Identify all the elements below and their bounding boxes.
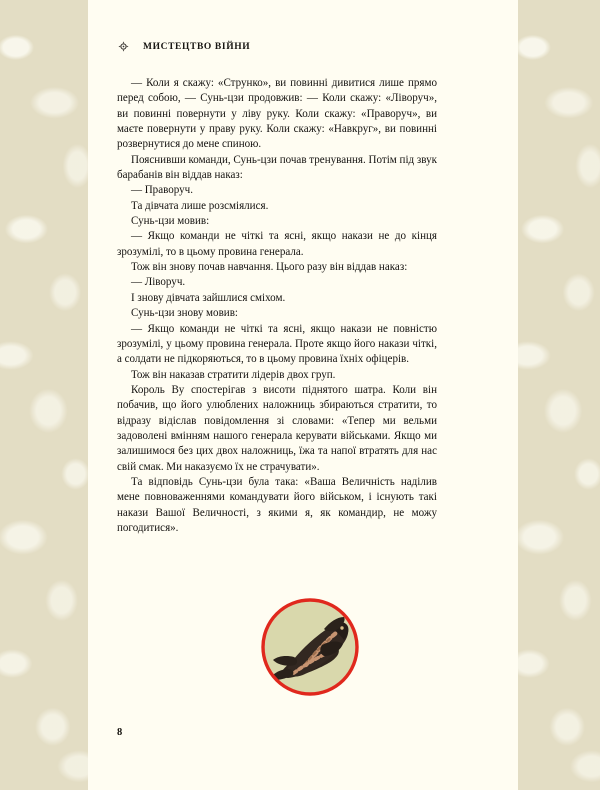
carp-fish-medallion bbox=[258, 595, 362, 699]
binding-strip-left bbox=[0, 0, 88, 790]
page-number: 8 bbox=[117, 727, 123, 738]
paragraph: Та відповідь Сунь-цзи була така: «Ваша Величність наділив мене повноваженнями командувати його військом, і існують такі накази Вашої Величності, з якими я, як командир, не можу погодитися». bbox=[117, 475, 437, 534]
paragraph: Пояснивши команди, Сунь-цзи почав тренування. Потім під звук барабанів він віддав наказ: bbox=[117, 153, 437, 182]
paragraph: — Ліворуч. bbox=[131, 276, 186, 289]
paragraph: — Коли я скажу: «Струнко», ви повинні дивитися лише прямо перед собою, — Сунь-цзи продовжив: — Коли скажу: «Ліворуч», ви повинні повернути у ліву руку. Коли скажу: «Праворуч», ви маєте повернути у праву руку. Коли скажу: «Навкруг», ви повинні розвернутися до мене спиною. bbox=[117, 77, 437, 151]
paragraph: — Якщо команди не чіткі та ясні, якщо накази не до кінця зрозумілі, то в цьому провина генерала. bbox=[117, 230, 437, 258]
running-head bbox=[118, 41, 250, 52]
printed-page bbox=[88, 0, 518, 790]
paragraph: І знову дівчата зайшлися сміхом. bbox=[131, 291, 286, 304]
binding-strip-right bbox=[518, 0, 600, 790]
paragraph: — Праворуч. bbox=[131, 184, 193, 197]
running-head-title: МИСТЕЦТВО ВІЙНИ bbox=[143, 41, 251, 52]
paragraph: Тож він наказав стратити лідерів двох груп. bbox=[131, 368, 336, 381]
paragraph: Сунь-цзи мовив: bbox=[131, 215, 210, 228]
circular-ornament-icon bbox=[118, 41, 129, 52]
paragraph: — Якщо команди не чіткі та ясні, якщо накази не повністю зрозумілі, у цьому провина генерала. Проте якщо його накази чіткі, а солдати не підкоряються, то в цьому провина їхніх офіцерів. bbox=[117, 322, 437, 366]
paragraph: Та дівчата лише розсміялися. bbox=[131, 199, 269, 212]
paragraph: Король Ву спостерігав з висоти піднятого шатра. Коли він побачив, що його улюблених наложниць збираються стратити, то відразу відіслав повідомлення зі словами: «Тепер ми вельми задоволені вмінням нашого генерала керувати військами. Якщо ми залишимося без цих двох наложниць, їжа та напої втратять для нас свій смак. Ми наказуємо їх не страчувати». bbox=[117, 383, 437, 473]
paragraph: Сунь-цзи знову мовив: bbox=[131, 307, 238, 320]
paragraph: Тож він знову почав навчання. Цього разу він віддав наказ: bbox=[131, 261, 408, 274]
body-text bbox=[117, 76, 437, 536]
